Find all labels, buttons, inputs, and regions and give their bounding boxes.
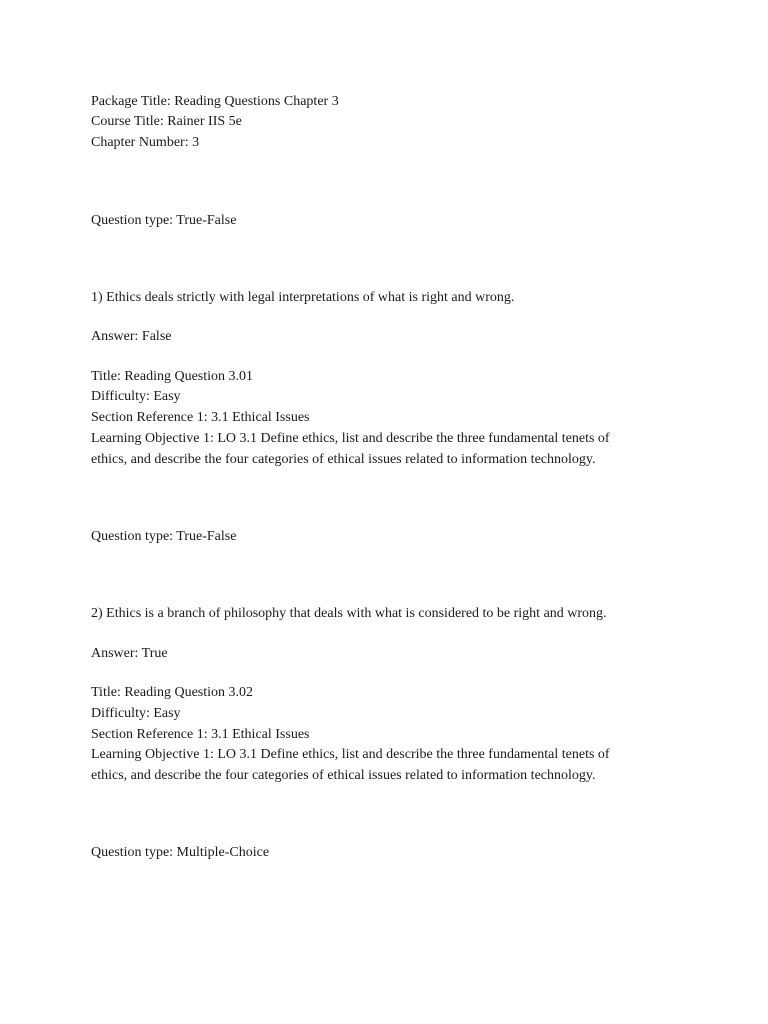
question-type: Question type: True-False bbox=[91, 213, 237, 228]
question-type: Question type: True-False bbox=[91, 529, 237, 544]
learning-objective-continued: ethics, and describe the four categories of ethical issues related to information technology. bbox=[91, 452, 596, 467]
question-title: Title: Reading Question 3.01 bbox=[91, 369, 254, 384]
answer: Answer: True bbox=[91, 646, 168, 661]
section-reference: Section Reference 1: 3.1 Ethical Issues bbox=[91, 410, 310, 425]
question-type: Question type: Multiple-Choice bbox=[91, 845, 270, 860]
package-title: Package Title: Reading Questions Chapter 3 bbox=[91, 94, 339, 109]
difficulty: Difficulty: Easy bbox=[91, 706, 181, 721]
learning-objective: Learning Objective 1: LO 3.1 Define ethics, list and describe the three fundamental tenets of bbox=[91, 747, 610, 762]
question-title: Title: Reading Question 3.02 bbox=[91, 685, 254, 700]
question-text: 2) Ethics is a branch of philosophy that deals with what is considered to be right and wrong. bbox=[91, 606, 607, 621]
section-reference: Section Reference 1: 3.1 Ethical Issues bbox=[91, 727, 310, 742]
question-text: 1) Ethics deals strictly with legal interpretations of what is right and wrong. bbox=[91, 290, 515, 305]
learning-objective-continued: ethics, and describe the four categories of ethical issues related to information technology. bbox=[91, 768, 596, 783]
answer: Answer: False bbox=[91, 329, 172, 344]
chapter-number: Chapter Number: 3 bbox=[91, 135, 200, 150]
learning-objective: Learning Objective 1: LO 3.1 Define ethics, list and describe the three fundamental tenets of bbox=[91, 431, 610, 446]
difficulty: Difficulty: Easy bbox=[91, 389, 181, 404]
course-title: Course Title: Rainer IIS 5e bbox=[91, 114, 242, 129]
